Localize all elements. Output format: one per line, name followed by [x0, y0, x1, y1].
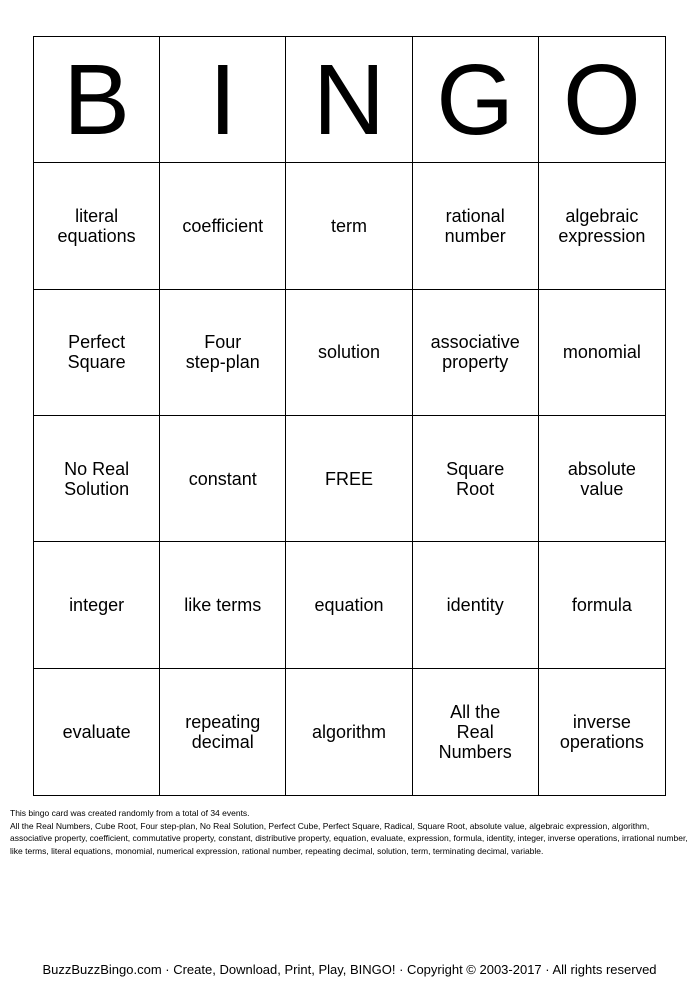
bingo-square-text: algebraic expression	[558, 205, 646, 246]
header-letter-text: B	[63, 43, 130, 156]
bingo-square-text: formula	[571, 594, 632, 615]
bingo-square-text: All the Real Numbers	[438, 701, 512, 762]
bingo-square	[34, 416, 160, 542]
bingo-square-text: associative property	[430, 332, 520, 373]
bingo-square-text: integer	[69, 594, 125, 615]
bingo-square-text: No Real Solution	[64, 458, 130, 499]
footer: BuzzBuzzBingo.com · Create, Download, Print, Play, BINGO! · Copyright © 2003-2017 · All rights reserved	[42, 962, 657, 977]
header-letter-g	[413, 37, 539, 163]
bingo-square-text: term	[330, 215, 367, 236]
header-letter-b	[34, 37, 160, 163]
card-info	[10, 807, 690, 857]
card-info-summary: This bingo card was created randomly from a total of 34 events.	[10, 808, 250, 818]
bingo-square	[160, 290, 286, 416]
bingo-square	[160, 542, 286, 668]
header-letter-n	[286, 37, 412, 163]
bingo-square	[160, 163, 286, 289]
bingo-square-text: solution	[317, 342, 381, 363]
bingo-square	[286, 542, 412, 668]
bingo-square-text: FREE	[324, 468, 373, 489]
bingo-square-text: monomial	[562, 342, 641, 363]
bingo-square-text: identity	[446, 594, 504, 615]
bingo-square	[539, 163, 665, 289]
bingo-square	[34, 669, 160, 795]
bingo-square-text: inverse operations	[559, 711, 644, 752]
bingo-square-text: Square Root	[446, 458, 505, 499]
bingo-square	[539, 416, 665, 542]
bingo-card	[33, 36, 666, 796]
header-letter-o	[539, 37, 665, 163]
bingo-square	[413, 416, 539, 542]
bingo-square-text: equation	[314, 594, 384, 615]
card-info-events: All the Real Numbers, Cube Root, Four step-plan, No Real Solution, Perfect Cube, Perfect Square, Radical, Square Root, absolute value, algebraic expression, algorithm, associative property, coefficient, commutative property, constant, distributive property, equation, evaluate, expression, formula, identity, integer, inverse operations, irrational number, like terms, literal equations, monomial, numerical expression, rational number, repeating decimal, solution, term, terminating decimal, variable.	[10, 820, 688, 856]
header-letter-text: I	[208, 43, 237, 156]
bingo-square-text: absolute value	[567, 458, 636, 499]
bingo-square	[160, 669, 286, 795]
bingo-square-text: repeating decimal	[185, 711, 261, 752]
bingo-square	[34, 290, 160, 416]
bingo-square-text: rational number	[444, 205, 506, 246]
bingo-square	[286, 669, 412, 795]
bingo-square	[286, 290, 412, 416]
bingo-square-text: literal equations	[57, 205, 136, 246]
header-letter-i	[160, 37, 286, 163]
bingo-square-text: like terms	[184, 594, 262, 615]
bingo-square	[413, 669, 539, 795]
bingo-square	[539, 290, 665, 416]
bingo-square	[286, 416, 412, 542]
bingo-square	[539, 669, 665, 795]
bingo-square-text: algorithm	[311, 721, 386, 742]
bingo-square-text: Perfect Square	[67, 332, 126, 373]
bingo-square	[413, 290, 539, 416]
bingo-square	[34, 163, 160, 289]
bingo-square-text: Four step-plan	[185, 332, 260, 373]
bingo-square	[539, 542, 665, 668]
bingo-square	[413, 163, 539, 289]
bingo-square	[286, 163, 412, 289]
bingo-square	[34, 542, 160, 668]
bingo-square-text: coefficient	[182, 215, 264, 236]
bingo-square-text: evaluate	[62, 721, 131, 742]
bingo-square	[413, 542, 539, 668]
bingo-square-text: constant	[188, 468, 257, 489]
bingo-square	[160, 416, 286, 542]
header-letter-text: N	[312, 43, 386, 156]
header-letter-text: G	[436, 43, 515, 156]
header-letter-text: O	[562, 43, 641, 156]
